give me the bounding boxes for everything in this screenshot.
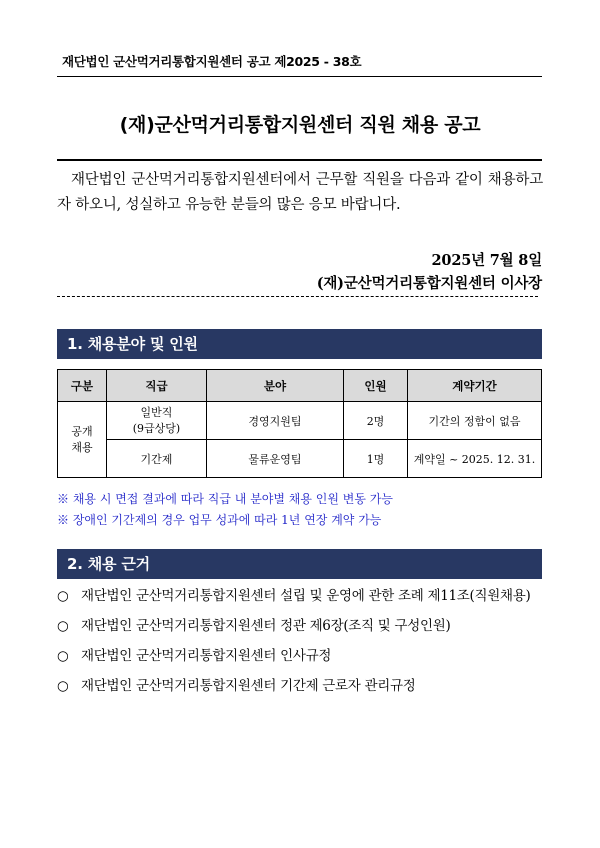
issuer-name: (재)군산먹거리통합지원센터 이사장 xyxy=(316,275,542,292)
table-row xyxy=(58,402,542,440)
header-divider xyxy=(57,76,542,77)
basis-text: 재단법인 군산먹거리통합지원센터 기간제 근로자 관리규정 xyxy=(81,678,416,694)
title-divider xyxy=(57,159,542,161)
field-cell: 물류운영팀 xyxy=(207,440,344,478)
basis-text: 재단법인 군산먹거리통합지원센터 인사규정 xyxy=(81,648,332,664)
intro-paragraph: 재단법인 군산먹거리통합지원센터에서 근무할 직원을 다음과 같이 채용하고자 하오니, 성실하고 유능한 분들의 많은 응모 바랍니다. xyxy=(57,172,543,213)
section-1-heading: 1. 채용분야 및 인원 xyxy=(57,329,542,359)
note-item: ※ 장애인 기간제의 경우 업무 성과에 따라 1년 연장 계약 가능 xyxy=(57,513,382,527)
announcement-date: 2025년 7월 8일 xyxy=(431,252,542,269)
list-item xyxy=(57,614,550,644)
list-item xyxy=(57,674,550,704)
circle-bullet-icon: ○ xyxy=(57,648,69,664)
recruitment-notes xyxy=(57,489,393,531)
count-cell: 2명 xyxy=(344,402,408,440)
rank-cell xyxy=(107,402,207,440)
col-header-period: 계약기간 xyxy=(408,370,542,402)
notice-number: 재단법인 군산먹거리통합지원센터 공고 제2025 - 38호 xyxy=(62,54,362,69)
count-cell: 1명 xyxy=(344,440,408,478)
table-header-row xyxy=(58,370,542,402)
period-cell: 계약일 ~ 2025. 12. 31. xyxy=(408,440,542,478)
col-header-field: 분야 xyxy=(207,370,344,402)
note-item: ※ 채용 시 면접 결과에 따라 직급 내 분야별 채용 인원 변동 가능 xyxy=(57,492,393,506)
page-title: (재)군산먹거리통합지원센터 직원 채용 공고 xyxy=(119,114,481,136)
recruitment-table xyxy=(57,369,542,478)
rank-cell: 기간제 xyxy=(107,440,207,478)
basis-text: 재단법인 군산먹거리통합지원센터 설립 및 운영에 관한 조례 제11조(직원채용) xyxy=(81,588,531,604)
group-label-cell xyxy=(58,402,107,478)
group-label-line1: 공개 xyxy=(71,424,93,438)
basis-text: 재단법인 군산먹거리통합지원센터 정관 제6장(조직 및 구성인원) xyxy=(81,618,451,634)
rank-line1: 일반직 xyxy=(140,405,173,419)
group-label-line2: 채용 xyxy=(71,440,93,454)
field-cell: 경영지원팀 xyxy=(207,402,344,440)
list-item xyxy=(57,584,550,614)
col-header-rank: 직급 xyxy=(107,370,207,402)
dashed-divider xyxy=(57,296,538,297)
circle-bullet-icon: ○ xyxy=(57,618,69,634)
basis-list xyxy=(57,584,550,704)
table-row xyxy=(58,440,542,478)
col-header-count: 인원 xyxy=(344,370,408,402)
period-cell: 기간의 정함이 없음 xyxy=(408,402,542,440)
circle-bullet-icon: ○ xyxy=(57,588,69,604)
rank-line2: (9급상당) xyxy=(132,421,181,435)
circle-bullet-icon: ○ xyxy=(57,678,69,694)
section-2-heading: 2. 채용 근거 xyxy=(57,549,542,579)
col-header-category: 구분 xyxy=(58,370,107,402)
list-item xyxy=(57,644,550,674)
